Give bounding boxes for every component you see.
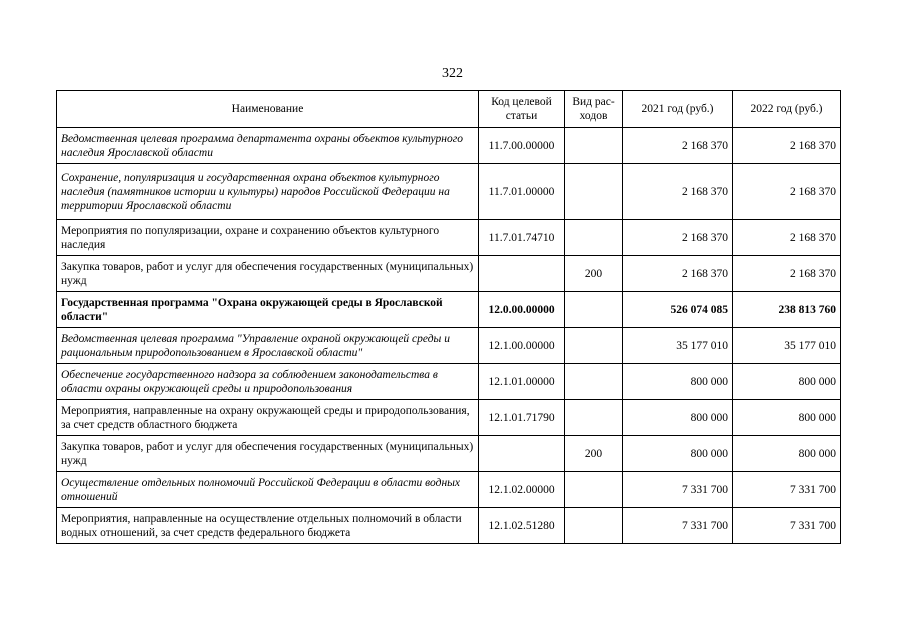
table-row [57, 472, 841, 508]
header-code: Код целевой статьи [479, 91, 565, 128]
row-name: Ведомственная целевая программа "Управление охраной окружающей среды и рациональным природопользованием в Ярославской области" [57, 328, 479, 364]
row-code: 11.7.01.74710 [479, 220, 565, 256]
table-row [57, 364, 841, 400]
row-amount-2022: 35 177 010 [733, 328, 841, 364]
row-amount-2021: 2 168 370 [623, 164, 733, 220]
row-amount-2022: 2 168 370 [733, 220, 841, 256]
table-row [57, 292, 841, 328]
row-amount-2022: 800 000 [733, 364, 841, 400]
row-amount-2022: 2 168 370 [733, 128, 841, 164]
row-amount-2022: 2 168 370 [733, 164, 841, 220]
row-code: 11.7.01.00000 [479, 164, 565, 220]
row-name: Обеспечение государственного надзора за соблюдением законодательства в области охраны окружающей среды и природопользования [57, 364, 479, 400]
row-expense-type [565, 292, 623, 328]
row-amount-2021: 2 168 370 [623, 220, 733, 256]
table-row [57, 436, 841, 472]
row-expense-type [565, 328, 623, 364]
row-expense-type [565, 364, 623, 400]
row-amount-2021: 526 074 085 [623, 292, 733, 328]
row-amount-2022: 2 168 370 [733, 256, 841, 292]
row-code: 11.7.00.00000 [479, 128, 565, 164]
row-amount-2022: 238 813 760 [733, 292, 841, 328]
row-expense-type [565, 220, 623, 256]
header-year-2022: 2022 год (руб.) [733, 91, 841, 128]
row-name: Ведомственная целевая программа департамента охраны объектов культурного наследия Ярославской области [57, 128, 479, 164]
row-expense-type [565, 472, 623, 508]
row-amount-2021: 7 331 700 [623, 508, 733, 544]
table-row [57, 256, 841, 292]
page-number: 322 [442, 66, 463, 81]
budget-table [56, 90, 841, 544]
row-name: Государственная программа "Охрана окружающей среды в Ярославской области" [57, 292, 479, 328]
row-code: 12.1.02.51280 [479, 508, 565, 544]
row-amount-2021: 35 177 010 [623, 328, 733, 364]
row-expense-type: 200 [565, 436, 623, 472]
header-name: Наименование [57, 91, 479, 128]
row-name: Сохранение, популяризация и государственная охрана объектов культурного наследия (памятников истории и культуры) народов Российской Федерации на территории Ярославской области [57, 164, 479, 220]
row-name: Закупка товаров, работ и услуг для обеспечения государственных (муниципальных) нужд [57, 436, 479, 472]
table-row [57, 164, 841, 220]
table-row [57, 328, 841, 364]
row-code: 12.1.02.00000 [479, 472, 565, 508]
table-row [57, 128, 841, 164]
row-code: 12.1.00.00000 [479, 328, 565, 364]
row-expense-type [565, 508, 623, 544]
header-type: Вид рас-ходов [565, 91, 623, 128]
row-name: Мероприятия, направленные на охрану окружающей среды и природопользования, за счет средств областного бюджета [57, 400, 479, 436]
row-code [479, 436, 565, 472]
row-amount-2021: 800 000 [623, 400, 733, 436]
row-expense-type [565, 164, 623, 220]
row-expense-type [565, 128, 623, 164]
row-amount-2021: 800 000 [623, 436, 733, 472]
row-code: 12.1.01.71790 [479, 400, 565, 436]
row-amount-2022: 7 331 700 [733, 472, 841, 508]
row-name: Мероприятия по популяризации, охране и сохранению объектов культурного наследия [57, 220, 479, 256]
row-amount-2021: 800 000 [623, 364, 733, 400]
row-amount-2021: 2 168 370 [623, 256, 733, 292]
row-code [479, 256, 565, 292]
row-code: 12.1.01.00000 [479, 364, 565, 400]
row-name: Закупка товаров, работ и услуг для обеспечения государственных (муниципальных) нужд [57, 256, 479, 292]
row-amount-2022: 7 331 700 [733, 508, 841, 544]
table-row [57, 400, 841, 436]
table-row [57, 220, 841, 256]
row-name: Осуществление отдельных полномочий Российской Федерации в области водных отношений [57, 472, 479, 508]
row-amount-2021: 7 331 700 [623, 472, 733, 508]
row-amount-2022: 800 000 [733, 436, 841, 472]
header-year-2021: 2021 год (руб.) [623, 91, 733, 128]
row-amount-2022: 800 000 [733, 400, 841, 436]
table-header-row [57, 91, 841, 128]
row-expense-type: 200 [565, 256, 623, 292]
row-amount-2021: 2 168 370 [623, 128, 733, 164]
table-row [57, 508, 841, 544]
row-code: 12.0.00.00000 [479, 292, 565, 328]
row-expense-type [565, 400, 623, 436]
row-name: Мероприятия, направленные на осуществление отдельных полномочий в области водных отношений, за счет средств федерального бюджета [57, 508, 479, 544]
